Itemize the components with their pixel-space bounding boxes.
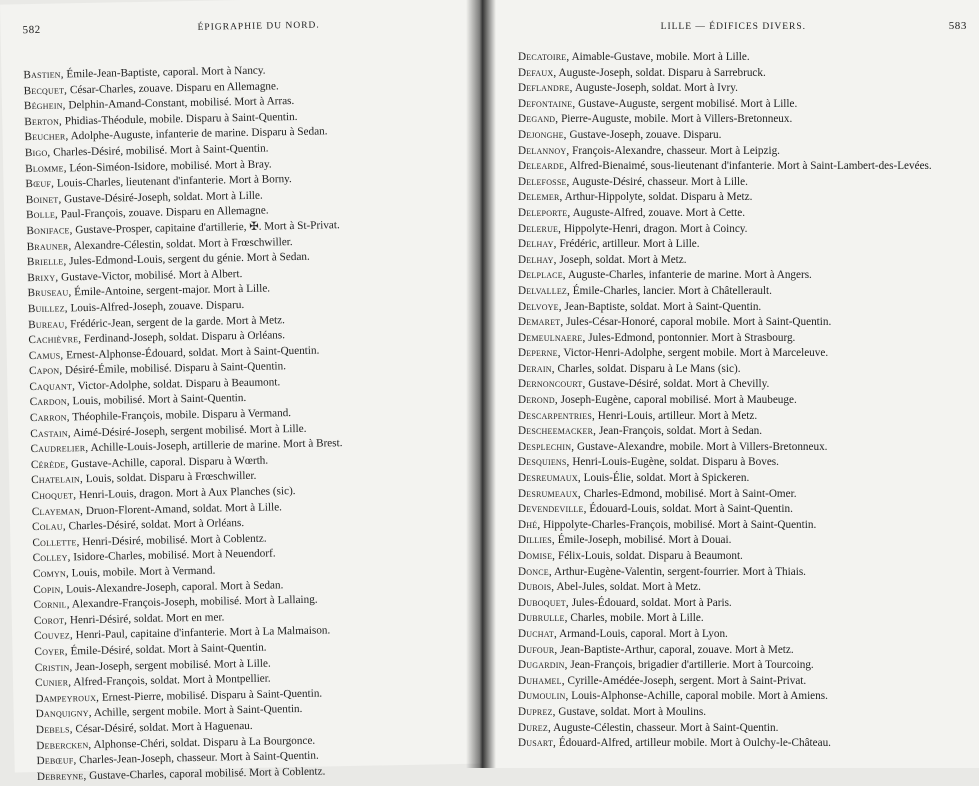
- right-entry-list: [518, 50, 967, 752]
- list-item: [518, 222, 967, 238]
- entry-surname: Derain,: [518, 362, 555, 375]
- entry-surname: Corot,: [33, 614, 68, 627]
- entry-details: Auguste-Joseph, soldat. Mort à Ivry.: [574, 82, 738, 95]
- entry-surname: Dugardin,: [518, 659, 568, 672]
- entry-details: Auguste-Célestin, chasseur. Mort à Saint-Quentin.: [553, 721, 779, 734]
- entry-surname: Bigo,: [24, 146, 51, 160]
- entry-surname: Castain,: [30, 427, 71, 440]
- list-item: [518, 159, 967, 175]
- entry-surname: Dampeyroux,: [35, 691, 100, 705]
- entry-surname: Debercken,: [36, 738, 92, 752]
- entry-surname: Dubois,: [518, 581, 555, 594]
- entry-details: Théophile-François, mobile. Disparu à Vermand.: [72, 407, 292, 424]
- list-item: [518, 112, 967, 128]
- entry-details: Émile-Joseph, mobilisé. Mort à Douai.: [557, 534, 732, 547]
- list-item: [518, 643, 967, 659]
- entry-details: Hippolyte-Charles-François, mobilisé. Mort à Saint-Quentin.: [543, 518, 817, 531]
- entry-details: Léon-Siméon-Isidore, mobilisé. Mort à Bray.: [69, 158, 272, 174]
- entry-surname: Bastien,: [23, 68, 64, 82]
- entry-surname: Debels,: [35, 723, 73, 737]
- entry-details: Gustave-Désiré, soldat. Mort à Chevilly.: [588, 378, 770, 391]
- entry-details: Aimé-Désiré-Joseph, sergent mobilisé. Mort à Lille.: [72, 422, 307, 439]
- list-item: [518, 50, 967, 66]
- entry-surname: Bolle,: [25, 208, 59, 222]
- entry-surname: Defaux,: [518, 66, 557, 79]
- entry-details: Louis, mobile. Mort à Vermand.: [71, 564, 216, 580]
- entry-details: Jean-Joseph, sergent mobilisé. Mort à Lille.: [75, 657, 271, 673]
- entry-details: Désiré-Émile, mobilisé. Disparu à Saint-Quentin.: [65, 360, 287, 377]
- entry-surname: Delannoy,: [518, 144, 570, 157]
- right-page: [482, 0, 979, 768]
- entry-surname: Chatelain,: [31, 473, 84, 487]
- entry-details: Gustave, soldat. Mort à Moulins.: [558, 705, 707, 718]
- entry-details: Émile-Charles, lancier. Mort à Châtellerault.: [572, 284, 772, 297]
- entry-details: François-Alexandre, chasseur. Mort à Leipzig.: [572, 144, 780, 157]
- right-page-number: 583: [948, 20, 967, 32]
- entry-details: Aimable-Gustave, mobile. Mort à Lille.: [571, 51, 750, 63]
- entry-details: Henri-Paul, capitaine d'infanterie. Mort à La Malmaison.: [75, 624, 331, 642]
- entry-surname: Desplechin,: [518, 440, 575, 453]
- entry-details: Émile-Antoine, sergent-major. Mort à Lille.: [74, 282, 271, 299]
- left-page-number: 582: [22, 23, 41, 37]
- entry-surname: Debœuf,: [36, 754, 77, 768]
- entry-details: Gustave-Alexandre, mobile. Mort à Villers-Bretonneux.: [577, 440, 828, 453]
- entry-details: Alexandre-François-Joseph, mobilisé. Mort à Lallaing.: [71, 593, 318, 611]
- entry-details: Ernest-Alphonse-Édouard, soldat. Mort à Saint-Quentin.: [66, 344, 320, 362]
- list-item: [518, 549, 967, 565]
- entry-details: Druon-Florent-Amand, soldat. Mort à Lille.: [85, 500, 283, 517]
- entry-surname: Caudrelier,: [30, 442, 89, 456]
- entry-details: Phidias-Théodule, mobile. Disparu à Saint-Quentin.: [64, 110, 298, 128]
- entry-details: Alexandre-Célestin, soldat. Mort à Frœschwiller.: [73, 235, 293, 252]
- entry-surname: Duhamel,: [518, 674, 565, 687]
- entry-details: Joseph-Eugène, caporal mobilisé. Mort à Maubeuge.: [560, 394, 797, 407]
- entry-surname: Donce,: [518, 565, 552, 578]
- list-item: [518, 580, 967, 596]
- entry-details: Gustave-Prosper, capitaine d'artillerie, ✠. Mort à St-Privat.: [75, 219, 340, 237]
- entry-surname: Couvez,: [34, 629, 74, 643]
- entry-surname: Durez,: [518, 721, 551, 734]
- entry-details: Henri-Désiré, mobilisé. Mort à Coblentz.: [82, 532, 267, 548]
- entry-surname: Degand,: [518, 113, 559, 126]
- entry-details: Ferdinand-Joseph, soldat. Disparu à Orléans.: [83, 329, 286, 346]
- entry-details: Gustave-Désiré-Joseph, soldat. Mort à Lille.: [64, 189, 263, 206]
- entry-surname: Cristin,: [34, 660, 73, 674]
- list-item: [518, 128, 967, 144]
- entry-surname: Delerue,: [518, 222, 562, 235]
- entry-surname: Bruseau,: [27, 286, 72, 300]
- entry-surname: Descheemacker,: [518, 425, 597, 438]
- list-item: [518, 144, 967, 160]
- entry-surname: Béghein,: [23, 99, 66, 113]
- entry-details: Émile-Jean-Baptiste, caporal. Mort à Nancy.: [66, 64, 266, 81]
- entry-surname: Demeulnaere,: [518, 331, 586, 344]
- entry-surname: Clayeman,: [31, 504, 84, 518]
- entry-details: Charles, mobile. Mort à Lille.: [570, 612, 704, 625]
- entry-surname: Dusart,: [518, 737, 557, 750]
- entry-surname: Berton,: [24, 115, 63, 128]
- entry-details: Gustave-Achille, caporal. Disparu à Wœrth.: [70, 454, 269, 471]
- entry-details: Gustave-Victor, mobilisé. Mort à Albert.: [60, 267, 243, 284]
- list-item: [518, 565, 967, 581]
- entry-surname: Decatoire,: [518, 51, 570, 63]
- list-item: [518, 346, 967, 362]
- list-item: [518, 424, 967, 440]
- entry-surname: Delvallez,: [518, 284, 570, 297]
- entry-details: Paul-François, zouave. Disparu en Allemagne.: [60, 204, 269, 221]
- entry-details: Victor-Adolphe, soldat. Disparu à Beaumont.: [77, 376, 281, 393]
- entry-surname: Cachièvre,: [28, 333, 82, 347]
- entry-surname: Desreumaux,: [518, 472, 581, 485]
- entry-details: Arthur-Hippolyte, soldat. Disparu à Metz.: [564, 191, 753, 204]
- right-page-header: [518, 20, 967, 42]
- entry-surname: Blomme,: [25, 161, 67, 175]
- right-running-head: LILLE — ÉDIFICES DIVERS.: [660, 22, 807, 32]
- entry-surname: Cunier,: [34, 676, 72, 690]
- list-item: [518, 689, 967, 705]
- entry-details: Jules-Édouard, soldat. Mort à Paris.: [571, 596, 732, 609]
- entry-details: Louis-Alfred-Joseph, zouave. Disparu.: [70, 298, 245, 315]
- list-item: [518, 300, 967, 316]
- entry-surname: Cardon,: [29, 395, 70, 409]
- list-item: [518, 393, 967, 409]
- entry-details: Jules-César-Honoré, caporal mobile. Mort à Saint-Quentin.: [566, 316, 832, 329]
- entry-surname: Cérède,: [30, 458, 69, 471]
- entry-surname: Bœuf,: [25, 177, 55, 191]
- entry-surname: Dernoncourt,: [518, 378, 586, 391]
- entry-details: Henri-Désiré, soldat. Mort en mer.: [69, 611, 225, 627]
- list-item: [518, 440, 967, 456]
- entry-surname: Defontaine,: [518, 97, 576, 110]
- entry-surname: Boniface,: [26, 224, 73, 238]
- entry-surname: Delemer,: [518, 191, 563, 204]
- entry-surname: Delhay,: [518, 238, 557, 251]
- list-item: [518, 362, 967, 378]
- list-item: [518, 331, 967, 347]
- list-item: [518, 81, 967, 97]
- entry-surname: Domise,: [518, 550, 556, 562]
- entry-surname: Collette,: [32, 536, 80, 549]
- entry-details: Édouard-Alfred, artilleur mobile. Mort à Oulchy-le-Château.: [558, 737, 831, 750]
- left-entry-list: [23, 59, 491, 785]
- list-item: [518, 674, 967, 690]
- entry-details: Jean-Baptiste, soldat. Mort à Saint-Quentin.: [564, 300, 762, 313]
- entry-details: Charles-Désiré, mobilisé. Mort à Saint-Quentin.: [53, 142, 269, 159]
- list-item: [518, 315, 967, 331]
- entry-surname: Caquant,: [29, 380, 76, 394]
- entry-surname: Copin,: [33, 583, 64, 596]
- entry-details: Frédéric, artilleur. Mort à Lille.: [559, 238, 700, 251]
- entry-details: Hippolyte-Henri, dragon. Mort à Coincy.: [563, 222, 748, 235]
- entry-details: Pierre-Auguste, mobile. Mort à Villers-Bretonneux.: [561, 113, 793, 126]
- entry-details: Joseph, soldat. Mort à Metz.: [559, 253, 687, 266]
- entry-surname: Comyn,: [32, 567, 69, 581]
- entry-surname: Colau,: [31, 520, 66, 534]
- entry-surname: Camus,: [28, 349, 64, 362]
- list-item: [518, 611, 967, 627]
- entry-surname: Delefosse,: [518, 175, 570, 188]
- entry-details: Gustave-Joseph, zouave. Disparu.: [569, 128, 722, 141]
- entry-surname: Delearde,: [518, 160, 568, 173]
- entry-surname: Boinet,: [25, 193, 62, 206]
- list-item: [518, 66, 967, 82]
- entry-surname: Delplace,: [518, 269, 566, 282]
- entry-surname: Brielle,: [26, 255, 67, 269]
- entry-surname: Debreyne,: [36, 769, 87, 783]
- entry-details: Auguste-Désiré, chasseur. Mort à Lille.: [571, 175, 748, 188]
- entry-surname: Devendeville,: [518, 503, 587, 516]
- entry-surname: Bureau,: [28, 317, 68, 331]
- entry-surname: Duchat,: [518, 627, 557, 640]
- list-item: [518, 705, 967, 721]
- entry-surname: Deleporte,: [518, 206, 571, 219]
- list-item: [518, 175, 967, 191]
- entry-details: Jean-Baptiste-Arthur, caporal, zouave. Mort à Metz.: [560, 643, 794, 656]
- entry-surname: Delvoye,: [518, 300, 562, 313]
- left-running-head: ÉPIGRAPHIE DU NORD.: [197, 20, 320, 33]
- entry-details: Louis-Alphonse-Achille, caporal mobile. Mort à Amiens.: [571, 690, 828, 703]
- list-item: [518, 206, 967, 222]
- entry-surname: Derond,: [518, 394, 558, 407]
- list-item: [518, 409, 967, 425]
- entry-details: Louis, soldat. Disparu à Frœschwiller.: [85, 470, 257, 486]
- entry-details: Louis, mobilisé. Mort à Saint-Quentin.: [72, 392, 247, 408]
- entry-surname: Carron,: [29, 411, 70, 425]
- entry-details: Adolphe-Auguste, infanterie de marine. Disparu à Sedan.: [70, 125, 328, 143]
- entry-details: Gustave-Charles, caporal mobilisé. Mort à Coblentz.: [89, 765, 326, 782]
- entry-details: César-Désiré, soldat. Mort à Haguenau.: [75, 719, 253, 736]
- entry-surname: Danquigny,: [35, 707, 92, 721]
- entry-surname: Deflandre,: [518, 82, 573, 95]
- entry-details: Jules-Edmond-Louis, sergent du génie. Mort à Sedan.: [69, 250, 310, 268]
- entry-surname: Becquet,: [23, 83, 68, 97]
- entry-surname: Desquiens,: [518, 456, 570, 469]
- entry-details: Alphonse-Chéri, soldat. Disparu à La Bourgonce.: [93, 734, 316, 751]
- list-item: [518, 284, 967, 300]
- entry-details: Charles, soldat. Disparu à Le Mans (sic).: [557, 362, 741, 375]
- list-item: [518, 658, 967, 674]
- list-item: [518, 487, 967, 503]
- entry-details: Alfred-François, soldat. Mort à Montpellier.: [73, 672, 271, 689]
- entry-details: Gustave-Auguste, sergent mobilisé. Mort à Lille.: [578, 97, 798, 110]
- entry-details: Auguste-Charles, infanterie de marine. Mort à Angers.: [567, 269, 812, 282]
- left-page-header: [22, 15, 476, 46]
- entry-surname: Desrumeaux,: [518, 487, 581, 500]
- entry-details: Henri-Louis, artilleur. Mort à Metz.: [597, 409, 758, 422]
- list-item: [518, 377, 967, 393]
- entry-surname: Descarpentries,: [518, 409, 595, 422]
- entry-details: Henri-Louis-Eugène, soldat. Disparu à Boves.: [572, 456, 779, 469]
- entry-details: Charles-Edmond, mobilisé. Mort à Saint-Omer.: [583, 487, 797, 500]
- list-item: [518, 253, 967, 269]
- list-item: [518, 533, 967, 549]
- list-item: [518, 471, 967, 487]
- entry-surname: Deperne,: [518, 347, 561, 360]
- entry-details: Louis-Charles, lieutenant d'infanterie. Mort à Borny.: [56, 173, 292, 190]
- entry-details: Achille-Louis-Joseph, artillerie de marine. Mort à Brest.: [90, 437, 343, 455]
- entry-surname: Dubrulle,: [518, 612, 568, 625]
- entry-details: Jean-François, soldat. Mort à Sedan.: [598, 425, 763, 438]
- entry-surname: Dillies,: [518, 534, 555, 547]
- entry-details: Achille, sergent mobile. Mort à Saint-Quentin.: [93, 703, 303, 720]
- entry-details: Arthur-Eugène-Valentin, sergent-fourrier. Mort à Thiais.: [554, 565, 806, 578]
- entry-details: Charles-Jean-Joseph, chasseur. Mort à Saint-Quentin.: [79, 749, 319, 767]
- entry-details: Armand-Louis, caporal. Mort à Lyon.: [559, 627, 728, 640]
- entry-details: Isidore-Charles, mobilisé. Mort à Neuendorf.: [73, 547, 276, 564]
- entry-details: Henri-Louis, dragon. Mort à Aux Planches (sic).: [78, 485, 296, 502]
- list-item: [518, 97, 967, 113]
- entry-surname: Dhé,: [518, 518, 541, 531]
- list-item: [518, 502, 967, 518]
- list-item: [518, 627, 967, 643]
- entry-details: Charles-Désiré, soldat. Mort à Orléans.: [68, 517, 245, 533]
- entry-surname: Choquet,: [31, 489, 77, 503]
- entry-details: Alfred-Bienaimé, sous-lieutenant d'infanterie. Mort à Saint-Lambert-des-Levées.: [569, 160, 932, 173]
- entry-surname: Brixy,: [27, 271, 59, 284]
- entry-surname: Colley,: [32, 551, 71, 565]
- entry-surname: Cornil,: [33, 598, 70, 612]
- entry-surname: Beucher,: [24, 130, 69, 144]
- entry-surname: Capon,: [28, 364, 63, 378]
- entry-details: Jules-Edmond, pontonnier. Mort à Strasbourg.: [588, 331, 796, 344]
- list-item: [518, 596, 967, 612]
- entry-surname: Dufour,: [518, 643, 558, 656]
- entry-details: Jean-François, brigadier d'artillerie. Mort à Tourcoing.: [570, 659, 814, 672]
- list-item: [518, 721, 967, 737]
- entry-surname: Coyer,: [34, 645, 68, 659]
- entry-surname: Dumoulin,: [518, 690, 569, 703]
- list-item: [518, 237, 967, 253]
- entry-surname: Delhay,: [518, 253, 557, 266]
- entry-surname: Demaret,: [518, 316, 564, 329]
- entry-details: Émile-Désiré, soldat. Mort à Saint-Quentin.: [70, 641, 267, 658]
- entry-surname: Buillez,: [27, 302, 68, 316]
- entry-details: Auguste-Joseph, soldat. Disparu à Sarrebruck.: [558, 66, 766, 79]
- list-item: [518, 455, 967, 471]
- entry-details: Louis-Élie, soldat. Mort à Spickeren.: [583, 472, 750, 485]
- entry-details: Victor-Henri-Adolphe, sergent mobile. Mort à Marceleuve.: [563, 347, 829, 360]
- entry-details: César-Charles, zouave. Disparu en Allemagne.: [69, 79, 279, 96]
- entry-details: Cyrille-Amédée-Joseph, sergent. Mort à Saint-Privat.: [567, 674, 807, 687]
- list-item: [518, 190, 967, 206]
- entry-details: Auguste-Alfred, zouave. Mort à Cette.: [572, 206, 746, 219]
- entry-details: Édouard-Louis, soldat. Mort à Saint-Quentin.: [589, 503, 793, 516]
- list-item: [518, 518, 967, 534]
- entry-surname: Dejonghe,: [518, 128, 567, 141]
- entry-details: Louis-Alexandre-Joseph, caporal. Mort à Sedan.: [66, 578, 284, 596]
- entry-details: Frédéric-Jean, sergent de la garde. Mort à Metz.: [70, 313, 286, 330]
- entry-surname: Duboquet,: [518, 596, 569, 609]
- entry-surname: Brauner,: [26, 239, 72, 253]
- list-item: [518, 268, 967, 284]
- entry-surname: Duprez,: [518, 705, 556, 718]
- entry-details: Ernest-Pierre, mobilisé. Disparu à Saint-Quentin.: [101, 687, 323, 704]
- entry-details: Abel-Jules, soldat. Mort à Metz.: [556, 581, 701, 594]
- entry-details: Delphin-Amand-Constant, mobilisé. Mort à Arras.: [68, 95, 295, 112]
- entry-details: Félix-Louis, soldat. Disparu à Beaumont.: [557, 550, 743, 562]
- list-item: [518, 736, 967, 752]
